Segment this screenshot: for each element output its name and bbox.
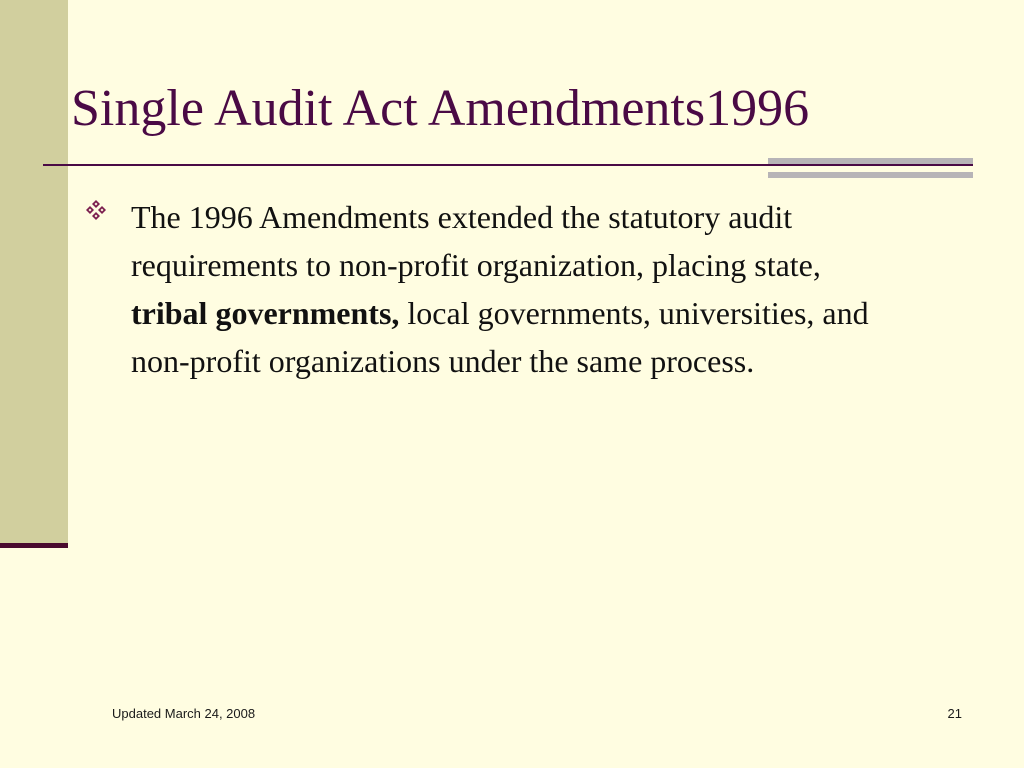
accent-bar-top bbox=[768, 158, 973, 164]
bullet-text-regular-start: The 1996 Amendments extended the statutory audit requirements to non-profit organization, placing state, bbox=[131, 199, 821, 283]
slide-title: Single Audit Act Amendments1996 bbox=[71, 80, 810, 137]
left-decorative-band bbox=[0, 0, 68, 545]
footer-page-number: 21 bbox=[947, 706, 962, 721]
left-band-rule bbox=[0, 543, 68, 548]
accent-bars bbox=[768, 158, 973, 180]
bullet-text bbox=[131, 193, 891, 385]
bullet-text-bold: tribal governments, bbox=[131, 295, 400, 331]
footer-date: Updated March 24, 2008 bbox=[112, 706, 256, 721]
accent-bar-bottom bbox=[768, 172, 973, 178]
bullet-text-regular-end: local governments, universities, and non-profit organizations under the same process. bbox=[131, 295, 869, 379]
diamond-bullet-icon bbox=[85, 199, 107, 221]
